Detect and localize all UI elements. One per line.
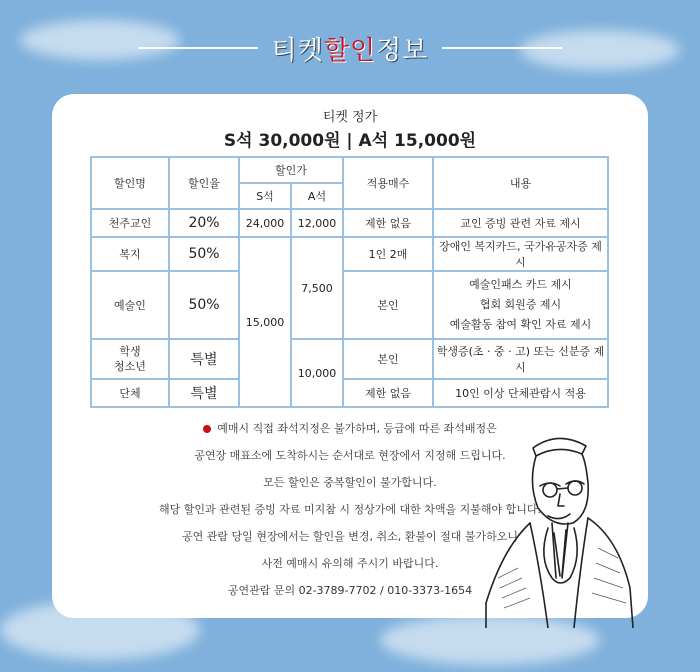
cell-content: 교인 증빙 관련 자료 제시 <box>433 209 608 237</box>
header-rate: 할인율 <box>169 157 239 209</box>
cell-s-price: 24,000 <box>239 209 291 237</box>
content-line: 예술활동 참여 확인 자료 제시 <box>449 318 592 331</box>
divider <box>442 47 562 49</box>
table-row <box>91 339 608 379</box>
cell-name: 천주교인 <box>91 209 169 237</box>
header-a-seat: A석 <box>291 183 343 209</box>
cell-content: 10인 이상 단체관람시 적용 <box>433 379 608 407</box>
table-row <box>91 237 608 271</box>
price-main: S석 30,000원 | A석 15,000원 <box>223 131 477 151</box>
cell-content: 장애인 복지카드, 국가유공자증 제시 <box>433 237 608 271</box>
cell-qty: 1인 2매 <box>343 237 433 271</box>
header-price: 할인가 <box>239 157 343 183</box>
cell-s-price-merged: 15,000 <box>239 237 291 407</box>
cell-rate: 50% <box>169 237 239 271</box>
name-line: 학생 <box>119 345 141 358</box>
cell-qty: 제한 없음 <box>343 209 433 237</box>
header-content: 내용 <box>433 157 608 209</box>
content-line: 예술인패스 카드 제시 <box>469 278 572 291</box>
note-line: 모든 할인은 중복할인이 불가합니다. <box>263 476 437 489</box>
praying-bishop-illustration <box>478 428 638 628</box>
red-dot-icon <box>203 425 211 433</box>
header-qty: 적용매수 <box>343 157 433 209</box>
cell-a-price: 12,000 <box>291 209 343 237</box>
price-label: 티켓 정가 <box>322 110 378 125</box>
cell-qty: 본인 <box>343 271 433 339</box>
cell-a-price-merged: 7,500 <box>291 237 343 339</box>
note-line: 예매시 직접 좌석지정은 불가하며, 등급에 따른 좌석배정은 <box>52 420 648 436</box>
cell-qty: 본인 <box>343 339 433 379</box>
cell-name: 예술인 <box>91 271 169 339</box>
cell-name: 복지 <box>91 237 169 271</box>
discount-table <box>90 156 609 408</box>
cell-rate: 특별 <box>169 379 239 407</box>
cell-rate: 50% <box>169 271 239 339</box>
header-name: 할인명 <box>91 157 169 209</box>
table-row <box>91 209 608 237</box>
note-line: 공연장 매표소에 도착하시는 순서대로 현장에서 지정해 드립니다. <box>194 449 506 462</box>
cell-qty: 제한 없음 <box>343 379 433 407</box>
cell-name: 단체 <box>91 379 169 407</box>
divider <box>138 47 258 49</box>
header-s-seat: S석 <box>239 183 291 209</box>
page-header <box>0 28 700 68</box>
contact-line: 공연관람 문의 02-3789-7702 / 010-3373-1654 <box>227 584 473 597</box>
cell-name <box>91 339 169 379</box>
cell-rate: 특별 <box>169 339 239 379</box>
table-row <box>91 379 608 407</box>
note-line: 공연 관람 당일 현장에서는 할인을 변경, 취소, 환불이 절대 불가하오니 <box>182 530 518 543</box>
cell-content: 학생증(초 · 중 · 고) 또는 신분증 제시 <box>433 339 608 379</box>
name-line: 청소년 <box>114 360 146 373</box>
table-row <box>91 271 608 339</box>
cell-a-price-merged: 10,000 <box>291 339 343 407</box>
note-line: 사전 예매시 유의해 주시기 바랍니다. <box>261 557 439 570</box>
content-line: 협회 회원증 제시 <box>479 298 562 311</box>
note-line: 해당 할인과 관련된 증빙 자료 미지참 시 정상가에 대한 차액을 지불해야 합니다. <box>159 503 541 516</box>
cell-content <box>433 271 608 339</box>
cell-rate: 20% <box>169 209 239 237</box>
page-title: 티켓할인정보 <box>271 35 429 66</box>
